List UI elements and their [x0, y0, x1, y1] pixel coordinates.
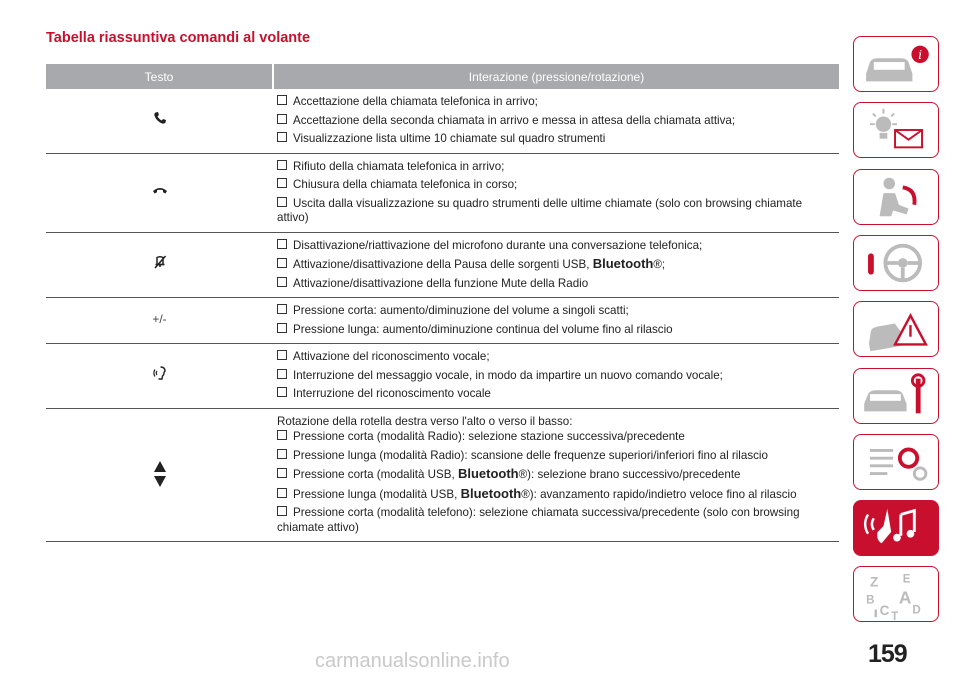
bullet-box — [277, 178, 287, 188]
line-text: Pressione corta: aumento/diminuzione del volume a singoli scatti; — [293, 304, 629, 317]
bullet-box — [277, 387, 287, 397]
bullet-box — [277, 468, 287, 478]
line-text: Rifiuto della chiamata telefonica in arrivo; — [293, 159, 505, 173]
line-text: Pressione corta (modalità telefono): selezione chiamata successiva/precedente (solo con browsing chiamate attivo) — [277, 506, 800, 534]
tab-warning-lights[interactable] — [853, 102, 939, 158]
bullet-box — [277, 323, 287, 333]
key-cell — [46, 408, 273, 542]
line-text: Pressione corta (modalità Radio): selezione stazione successiva/precedente — [293, 430, 685, 443]
line-text: Disattivazione/riattivazione del microfono durante una conversazione telefonica; — [293, 238, 703, 252]
arrow-down-icon — [154, 476, 166, 487]
bullet-box — [277, 277, 287, 287]
page-number: 159 — [868, 640, 907, 668]
description-cell — [273, 344, 839, 409]
description-cell — [273, 153, 839, 232]
bullet-box — [277, 488, 287, 498]
line-text: Chiusura della chiamata telefonica in corso; — [293, 178, 518, 191]
table-row — [46, 344, 839, 409]
svg-text:T: T — [891, 611, 899, 621]
bullet-box — [277, 95, 287, 105]
line-text: Pressione lunga: aumento/diminuzione continua del volume fino al rilascio — [293, 322, 673, 336]
bullet-box — [277, 239, 287, 249]
bullet-box — [277, 304, 287, 314]
line-text: Interruzione del riconoscimento vocale — [293, 387, 491, 400]
steering-icon — [854, 236, 938, 290]
rotation-intro: Rotazione della rotella destra verso l'alto o verso il basso: — [277, 414, 573, 428]
maintenance-icon — [854, 369, 938, 423]
key-cell — [46, 232, 273, 298]
bullet-box — [277, 258, 287, 268]
line-text: Pressione lunga (modalità Radio): scansione delle frequenze superiori/inferiori fino al rilascio — [293, 448, 768, 462]
commands-table — [46, 64, 839, 542]
svg-text:A: A — [898, 587, 912, 608]
bluetooth-brand: Bluetooth — [457, 466, 519, 481]
key-cell — [46, 344, 273, 409]
arrow-up-icon — [154, 461, 166, 472]
safety-icon — [854, 170, 938, 224]
reg-suffix: ®): selezione brano successivo/precedente — [518, 468, 741, 481]
watermark: carmanualsonline.info — [315, 650, 510, 672]
car-info-icon — [854, 37, 938, 91]
phone-hangup-icon — [152, 185, 168, 195]
description-cell — [273, 89, 839, 153]
bluetooth-brand: Bluetooth — [460, 485, 522, 501]
svg-text:E: E — [902, 573, 911, 586]
header-interazione: Interazione (pressione/rotazione) — [273, 64, 839, 89]
tab-index[interactable] — [853, 566, 939, 622]
table-row — [46, 232, 839, 298]
line-text: Pressione lunga (modalità USB, — [293, 487, 461, 501]
page-title: Tabella riassuntiva comandi al volante — [46, 30, 311, 46]
line-text: Visualizzazione lista ultime 10 chiamate sul quadro strumenti — [293, 132, 606, 145]
mute-icon — [153, 255, 167, 269]
tab-maintenance[interactable] — [853, 368, 939, 424]
index-icon — [854, 567, 938, 621]
volume-key-label: +/- — [152, 312, 167, 327]
table-row — [46, 153, 839, 232]
bullet-box — [277, 506, 287, 516]
tab-multimedia[interactable] — [853, 500, 939, 556]
bullet-box — [277, 449, 287, 459]
key-cell — [46, 153, 273, 232]
line-text: Uscita dalla visualizzazione su quadro strumenti delle ultime chiamate (solo con browsing chiamate attivo) — [277, 196, 803, 224]
tab-technical-data[interactable] — [853, 434, 939, 490]
bullet-box — [277, 160, 287, 170]
bullet-box — [277, 350, 287, 360]
description-cell — [273, 408, 839, 542]
multimedia-icon — [854, 501, 938, 555]
key-cell — [46, 89, 273, 153]
table-header — [46, 64, 839, 89]
bullet-box — [277, 114, 287, 124]
reg-suffix: ®): avanzamento rapido/indietro veloce fino al rilascio — [521, 487, 797, 501]
bullet-box — [277, 369, 287, 379]
bullet-box — [277, 132, 287, 142]
line-text: Attivazione/disattivazione della Pausa delle sorgenti USB, — [293, 258, 593, 271]
header-testo: Testo — [46, 64, 273, 89]
svg-text:C: C — [879, 603, 890, 619]
line-text: Accettazione della seconda chiamata in arrivo e messa in attesa della chiamata attiva; — [293, 113, 736, 127]
description-cell — [273, 232, 839, 298]
tab-safety[interactable] — [853, 169, 939, 225]
line-text: Interruzione del messaggio vocale, in modo da impartire un nuovo comando vocale; — [293, 368, 723, 382]
svg-text:i: i — [918, 47, 923, 63]
emergency-icon — [854, 302, 938, 356]
reg-suffix: ®; — [653, 258, 666, 271]
table-row — [46, 408, 839, 542]
bluetooth-brand: Bluetooth — [592, 256, 654, 271]
warning-lights-icon — [854, 103, 938, 157]
line-text: Attivazione/disattivazione della funzione Mute della Radio — [293, 276, 589, 290]
svg-text:D: D — [912, 604, 921, 617]
key-cell — [46, 298, 273, 344]
phone-answer-icon — [153, 111, 167, 125]
tab-steering[interactable] — [853, 235, 939, 291]
line-text: Attivazione del riconoscimento vocale; — [293, 350, 490, 363]
table-row — [46, 298, 839, 344]
table-row — [46, 89, 839, 153]
line-text: Pressione corta (modalità USB, — [293, 468, 458, 481]
svg-text:B: B — [866, 594, 875, 607]
bullet-box — [277, 197, 287, 207]
tab-car-info[interactable] — [853, 36, 939, 92]
line-text: Accettazione della chiamata telefonica in arrivo; — [293, 95, 538, 108]
bullet-box — [277, 430, 287, 440]
description-cell — [273, 298, 839, 344]
voice-command-icon — [152, 365, 168, 381]
svg-text:Z: Z — [869, 574, 879, 590]
technical-data-icon — [854, 435, 938, 489]
tab-emergency[interactable] — [853, 301, 939, 357]
